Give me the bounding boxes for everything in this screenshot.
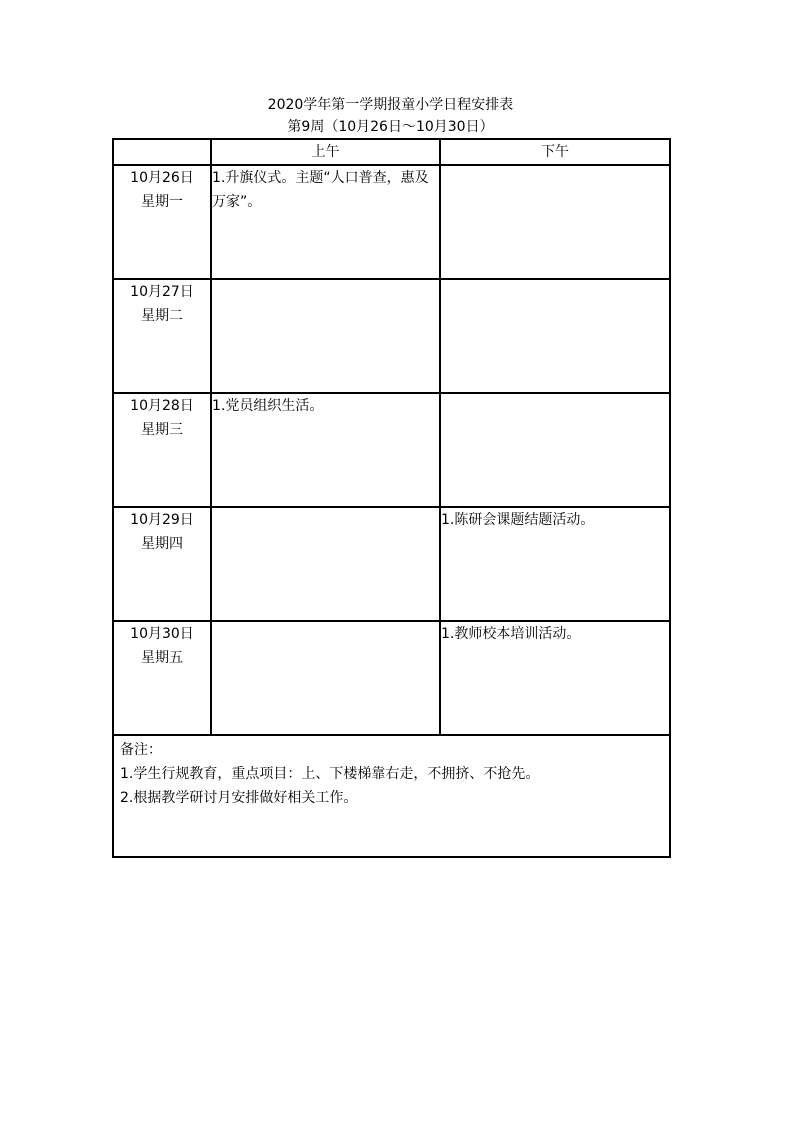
- document-subtitle: 第9周（10月26日～10月30日）: [287, 119, 494, 135]
- document-title: 2020学年第一学期报童小学日程安排表: [267, 97, 514, 113]
- weekday-label: 星期二: [141, 308, 183, 324]
- date-cell: [113, 393, 211, 507]
- afternoon-cell: 1.教师校本培训活动。: [440, 621, 670, 735]
- weekday-label: 星期一: [141, 194, 183, 210]
- date-cell: [113, 507, 211, 621]
- date-cell: [113, 621, 211, 735]
- schedule-table: [112, 138, 671, 858]
- morning-cell: 1.党员组织生活。: [211, 393, 440, 507]
- header-row: [113, 139, 670, 165]
- notes-cell: [113, 735, 670, 857]
- date-label: 10月28日: [130, 398, 194, 414]
- date-cell: [113, 279, 211, 393]
- afternoon-cell: 1.陈研会课题结题活动。: [440, 507, 670, 621]
- weekday-label: 星期五: [141, 650, 183, 666]
- weekday-label: 星期三: [141, 422, 183, 438]
- day-row-thursday: [113, 507, 670, 621]
- header-date: [113, 139, 211, 165]
- morning-cell: [211, 621, 440, 735]
- day-row-friday: [113, 621, 670, 735]
- date-label: 10月27日: [130, 284, 194, 300]
- date-label: 10月29日: [130, 512, 194, 528]
- header-afternoon: 下午: [440, 139, 670, 165]
- notes-row: [113, 735, 670, 857]
- afternoon-cell: [440, 165, 670, 279]
- day-row-tuesday: [113, 279, 670, 393]
- date-label: 10月26日: [130, 170, 194, 186]
- header-morning: 上午: [211, 139, 440, 165]
- note-item: 2.根据教学研讨月安排做好相关工作。: [120, 790, 358, 806]
- day-row-monday: [113, 165, 670, 279]
- day-row-wednesday: [113, 393, 670, 507]
- notes-heading: 备注：: [120, 742, 162, 758]
- morning-cell: [211, 507, 440, 621]
- afternoon-cell: [440, 279, 670, 393]
- date-cell: [113, 165, 211, 279]
- afternoon-cell: [440, 393, 670, 507]
- note-item: 1.学生行规教育，重点项目：上、下楼梯靠右走，不拥挤、不抢先。: [120, 766, 540, 782]
- morning-cell: [211, 279, 440, 393]
- date-label: 10月30日: [130, 626, 194, 642]
- morning-cell: 1.升旗仪式。主题“人口普查，惠及万家”。: [211, 165, 440, 279]
- weekday-label: 星期四: [141, 536, 183, 552]
